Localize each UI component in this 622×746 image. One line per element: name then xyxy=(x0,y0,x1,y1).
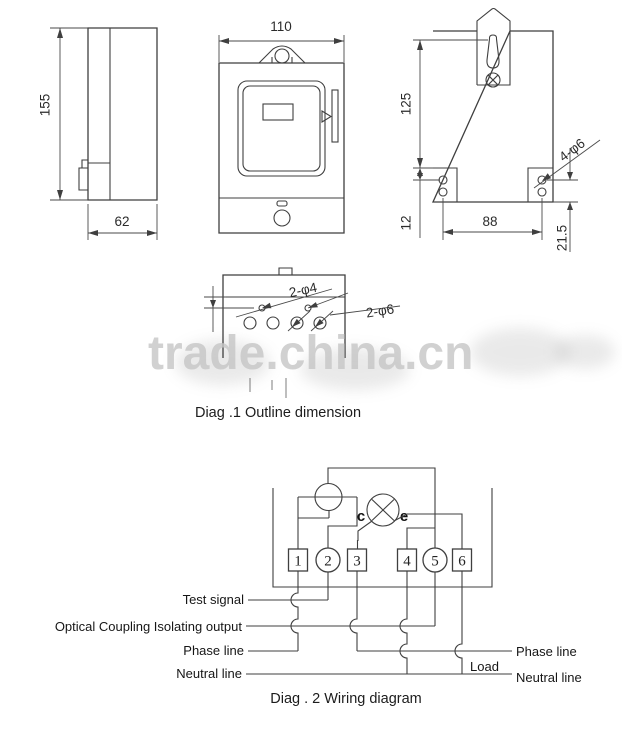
dim-back-offset: 12 xyxy=(398,215,414,231)
optocoupler-c-label: c xyxy=(356,508,366,525)
screw-tips xyxy=(250,378,286,398)
terminal-2 xyxy=(316,548,340,572)
seal-slot xyxy=(277,201,287,206)
side-view-terminal-block xyxy=(79,168,88,190)
left-mount-tab xyxy=(433,168,457,202)
opto-c-lead xyxy=(358,521,373,549)
dim-bottom-small-holes: 2-φ4 xyxy=(287,279,319,301)
bottom-top-tab xyxy=(279,268,292,275)
meter-case xyxy=(273,488,492,587)
dim-front-width: 110 xyxy=(270,19,292,34)
label-opto-output: Optical Coupling Isolating output xyxy=(54,619,242,634)
svg-text:5: 5 xyxy=(431,553,439,570)
mount-hole xyxy=(538,188,546,196)
svg-text:6: 6 xyxy=(458,553,466,570)
label-neutral-left: Neutral line xyxy=(176,666,242,681)
coil-out-to-terminal2 xyxy=(328,497,357,548)
terminal-6 xyxy=(453,549,472,571)
coil-bottom-tap xyxy=(298,511,329,519)
mount-hole xyxy=(439,188,447,196)
back-body-outline xyxy=(433,31,553,202)
lcd-display xyxy=(263,104,293,120)
ext-line xyxy=(547,180,578,202)
label-test-signal: Test signal xyxy=(182,592,244,607)
back-view xyxy=(399,9,601,253)
dim-back-holes: 4-φ6 xyxy=(556,135,588,165)
svg-text:3: 3 xyxy=(353,553,361,570)
side-view xyxy=(38,28,158,240)
label-phase-right: Phase line xyxy=(516,644,577,659)
dim-bottom-large-holes: 2-φ6 xyxy=(364,301,396,321)
seal-screw xyxy=(274,210,290,226)
optocoupler-e-label: e xyxy=(399,508,409,525)
watermark-text: trade.china.cn xyxy=(148,327,474,380)
wiring-diagram xyxy=(55,468,582,685)
label-neutral-right: Neutral line xyxy=(516,670,582,685)
terminal1-wire-down xyxy=(291,571,298,651)
diag2-caption: Diag . 2 Wiring diagram xyxy=(270,691,422,707)
dim-side-width: 62 xyxy=(114,214,130,229)
terminal-4 xyxy=(398,549,417,571)
dim-back-height: 125 xyxy=(398,92,414,116)
keyhole-slot xyxy=(487,35,499,68)
svg-text:1: 1 xyxy=(294,553,302,570)
side-view-notch xyxy=(82,160,88,168)
svg-text:4: 4 xyxy=(403,553,411,570)
ext-line xyxy=(50,28,88,200)
pointer-triangle-icon xyxy=(322,111,331,122)
dim-side-height: 155 xyxy=(37,93,53,117)
hanger-hole xyxy=(275,49,289,63)
optocoupler-x xyxy=(372,500,394,521)
right-mount-tab xyxy=(528,168,553,202)
diag1-caption: Diag .1 Outline dimension xyxy=(194,405,362,421)
terminal-1 xyxy=(289,549,308,571)
front-view xyxy=(219,19,344,233)
label-load: Load xyxy=(470,659,499,674)
label-phase-left: Phase line xyxy=(183,643,244,658)
terminal-5 xyxy=(423,548,447,572)
dim-back-span: 88 xyxy=(482,214,498,229)
side-view-outline xyxy=(88,28,157,200)
panel-inner xyxy=(243,86,320,171)
svg-text:2: 2 xyxy=(324,553,332,570)
terminal-3 xyxy=(348,549,367,571)
side-slot-bar xyxy=(332,90,338,142)
terminal3-wire-down xyxy=(350,571,357,651)
dim-back-corner: 21.5 xyxy=(554,224,570,252)
terminal4-jumper xyxy=(407,528,435,549)
panel-outer xyxy=(238,81,325,176)
